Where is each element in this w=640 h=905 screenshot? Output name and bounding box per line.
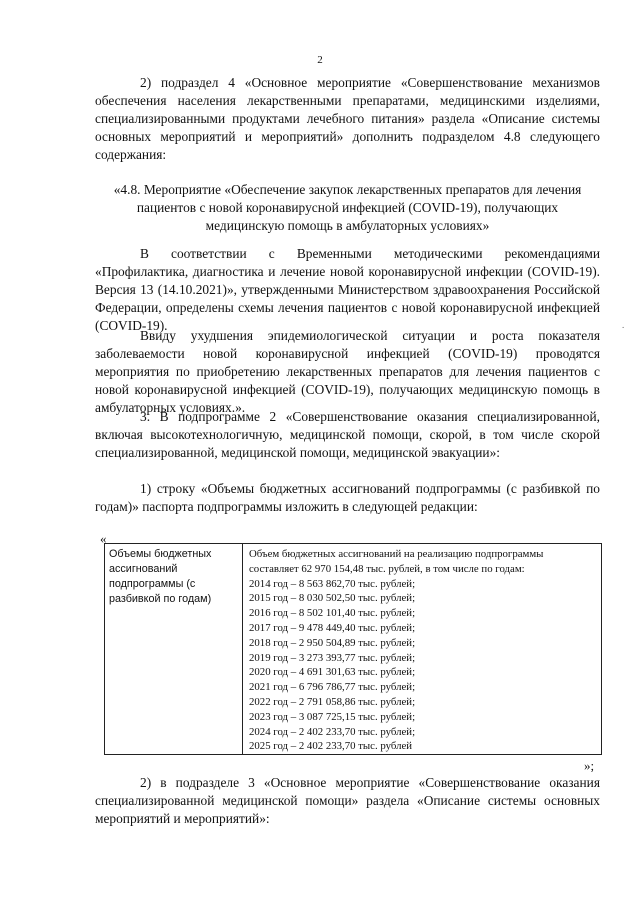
budget-year-row: 2018 год – 2 950 504,89 тыс. рублей; <box>249 636 416 649</box>
budget-year-row: 2015 год – 8 030 502,50 тыс. рублей; <box>249 592 416 605</box>
paragraph-epidemiology: Ввиду ухудшения эпидемиологической ситуации и роста показателя заболеваемости новой коронавирусной инфекцией (COVID-19) проводятся мероприятия по приобретению лекарственных препаратов для лечения пациентов с новой коронавирусной инфекцией (COVID-19), получающих медицинскую помощь в амбулаторных условиях.». <box>95 328 600 415</box>
budget-year-row: 2019 год – 3 273 393,77 тыс. рублей; <box>249 651 416 664</box>
budget-year-row: 2024 год – 2 402 233,70 тыс. рублей; <box>249 725 416 738</box>
budget-year-row: 2022 год – 2 791 058,86 тыс. рублей; <box>249 695 416 708</box>
budget-year-row: 2020 год – 4 691 301,63 тыс. рублей; <box>249 666 416 679</box>
paragraph-subprogram-2: 3. В подпрограмме 2 «Совершенствование оказания специализированной, включая высокотехнологичную, медицинской помощи, скорой, в том числе скорой специализированной, медицинской помощи, медицинской эвакуации»: <box>95 409 600 460</box>
paragraph-recommendations: В соответствии с Временными методическими рекомендациями «Профилактика, диагностика и лечение новой коронавирусной инфекции (COVID-19). Версия 13 (14.10.2021)», утвержденными Министерством здравоохранения Российской Федерации, определены схемы лечения пациентов с новой коронавирусной инфекцией (COVID-19). <box>95 246 600 333</box>
closing-quote: »; <box>584 758 595 773</box>
section-heading-4-8: «4.8. Мероприятие «Обеспечение закупок лекарственных препаратов для лечения пациентов с новой коронавирусной инфекцией (COVID-19), получающих медицинскую помощь в амбулаторных условиях» <box>113 182 582 233</box>
budget-table-label-cell: Объемы бюджетных ассигнований подпрограммы (с разбивкой по годам) <box>105 544 243 754</box>
page-number: 2 <box>317 54 323 66</box>
margin-mark: . <box>622 320 625 330</box>
budget-table <box>104 543 602 755</box>
opening-quote: « <box>100 531 107 546</box>
paragraph-subsection-4: 2) подраздел 4 «Основное мероприятие «Совершенствование механизмов обеспечения населения лекарственными препаратами, медицинскими изделиями, специализированными продуктами лечебного питания» раздела «Описание системы основных мероприятий и мероприятий» дополнить подразделом 4.8 следующего содержания: <box>95 75 600 162</box>
paragraph-subsection-3: 2) в подразделе 3 «Основное мероприятие «Совершенствование оказания специализированной медицинской помощи» раздела «Описание системы основных мероприятий и мероприятий»: <box>95 775 600 826</box>
budget-year-row: 2016 год – 8 502 101,40 тыс. рублей; <box>249 607 416 620</box>
budget-year-row: 2017 год – 9 478 449,40 тыс. рублей; <box>249 621 416 634</box>
budget-year-row: 2023 год – 3 087 725,15 тыс. рублей; <box>249 710 416 723</box>
paragraph-budget-row: 1) строку «Объемы бюджетных ассигнований подпрограммы (с разбивкой по годам)» паспорта подпрограммы изложить в следующей редакции: <box>95 481 600 514</box>
budget-year-row: 2014 год – 8 563 862,70 тыс. рублей; <box>249 577 416 590</box>
budget-intro: Объем бюджетных ассигнований на реализацию подпрограммы составляет 62 970 154,48 тыс. рублей, в том числе по годам: <box>249 548 544 575</box>
budget-year-row: 2025 год – 2 402 233,70 тыс. рублей <box>249 740 413 753</box>
budget-year-row: 2021 год – 6 796 786,77 тыс. рублей; <box>249 681 416 694</box>
budget-table-value-cell <box>243 544 601 754</box>
